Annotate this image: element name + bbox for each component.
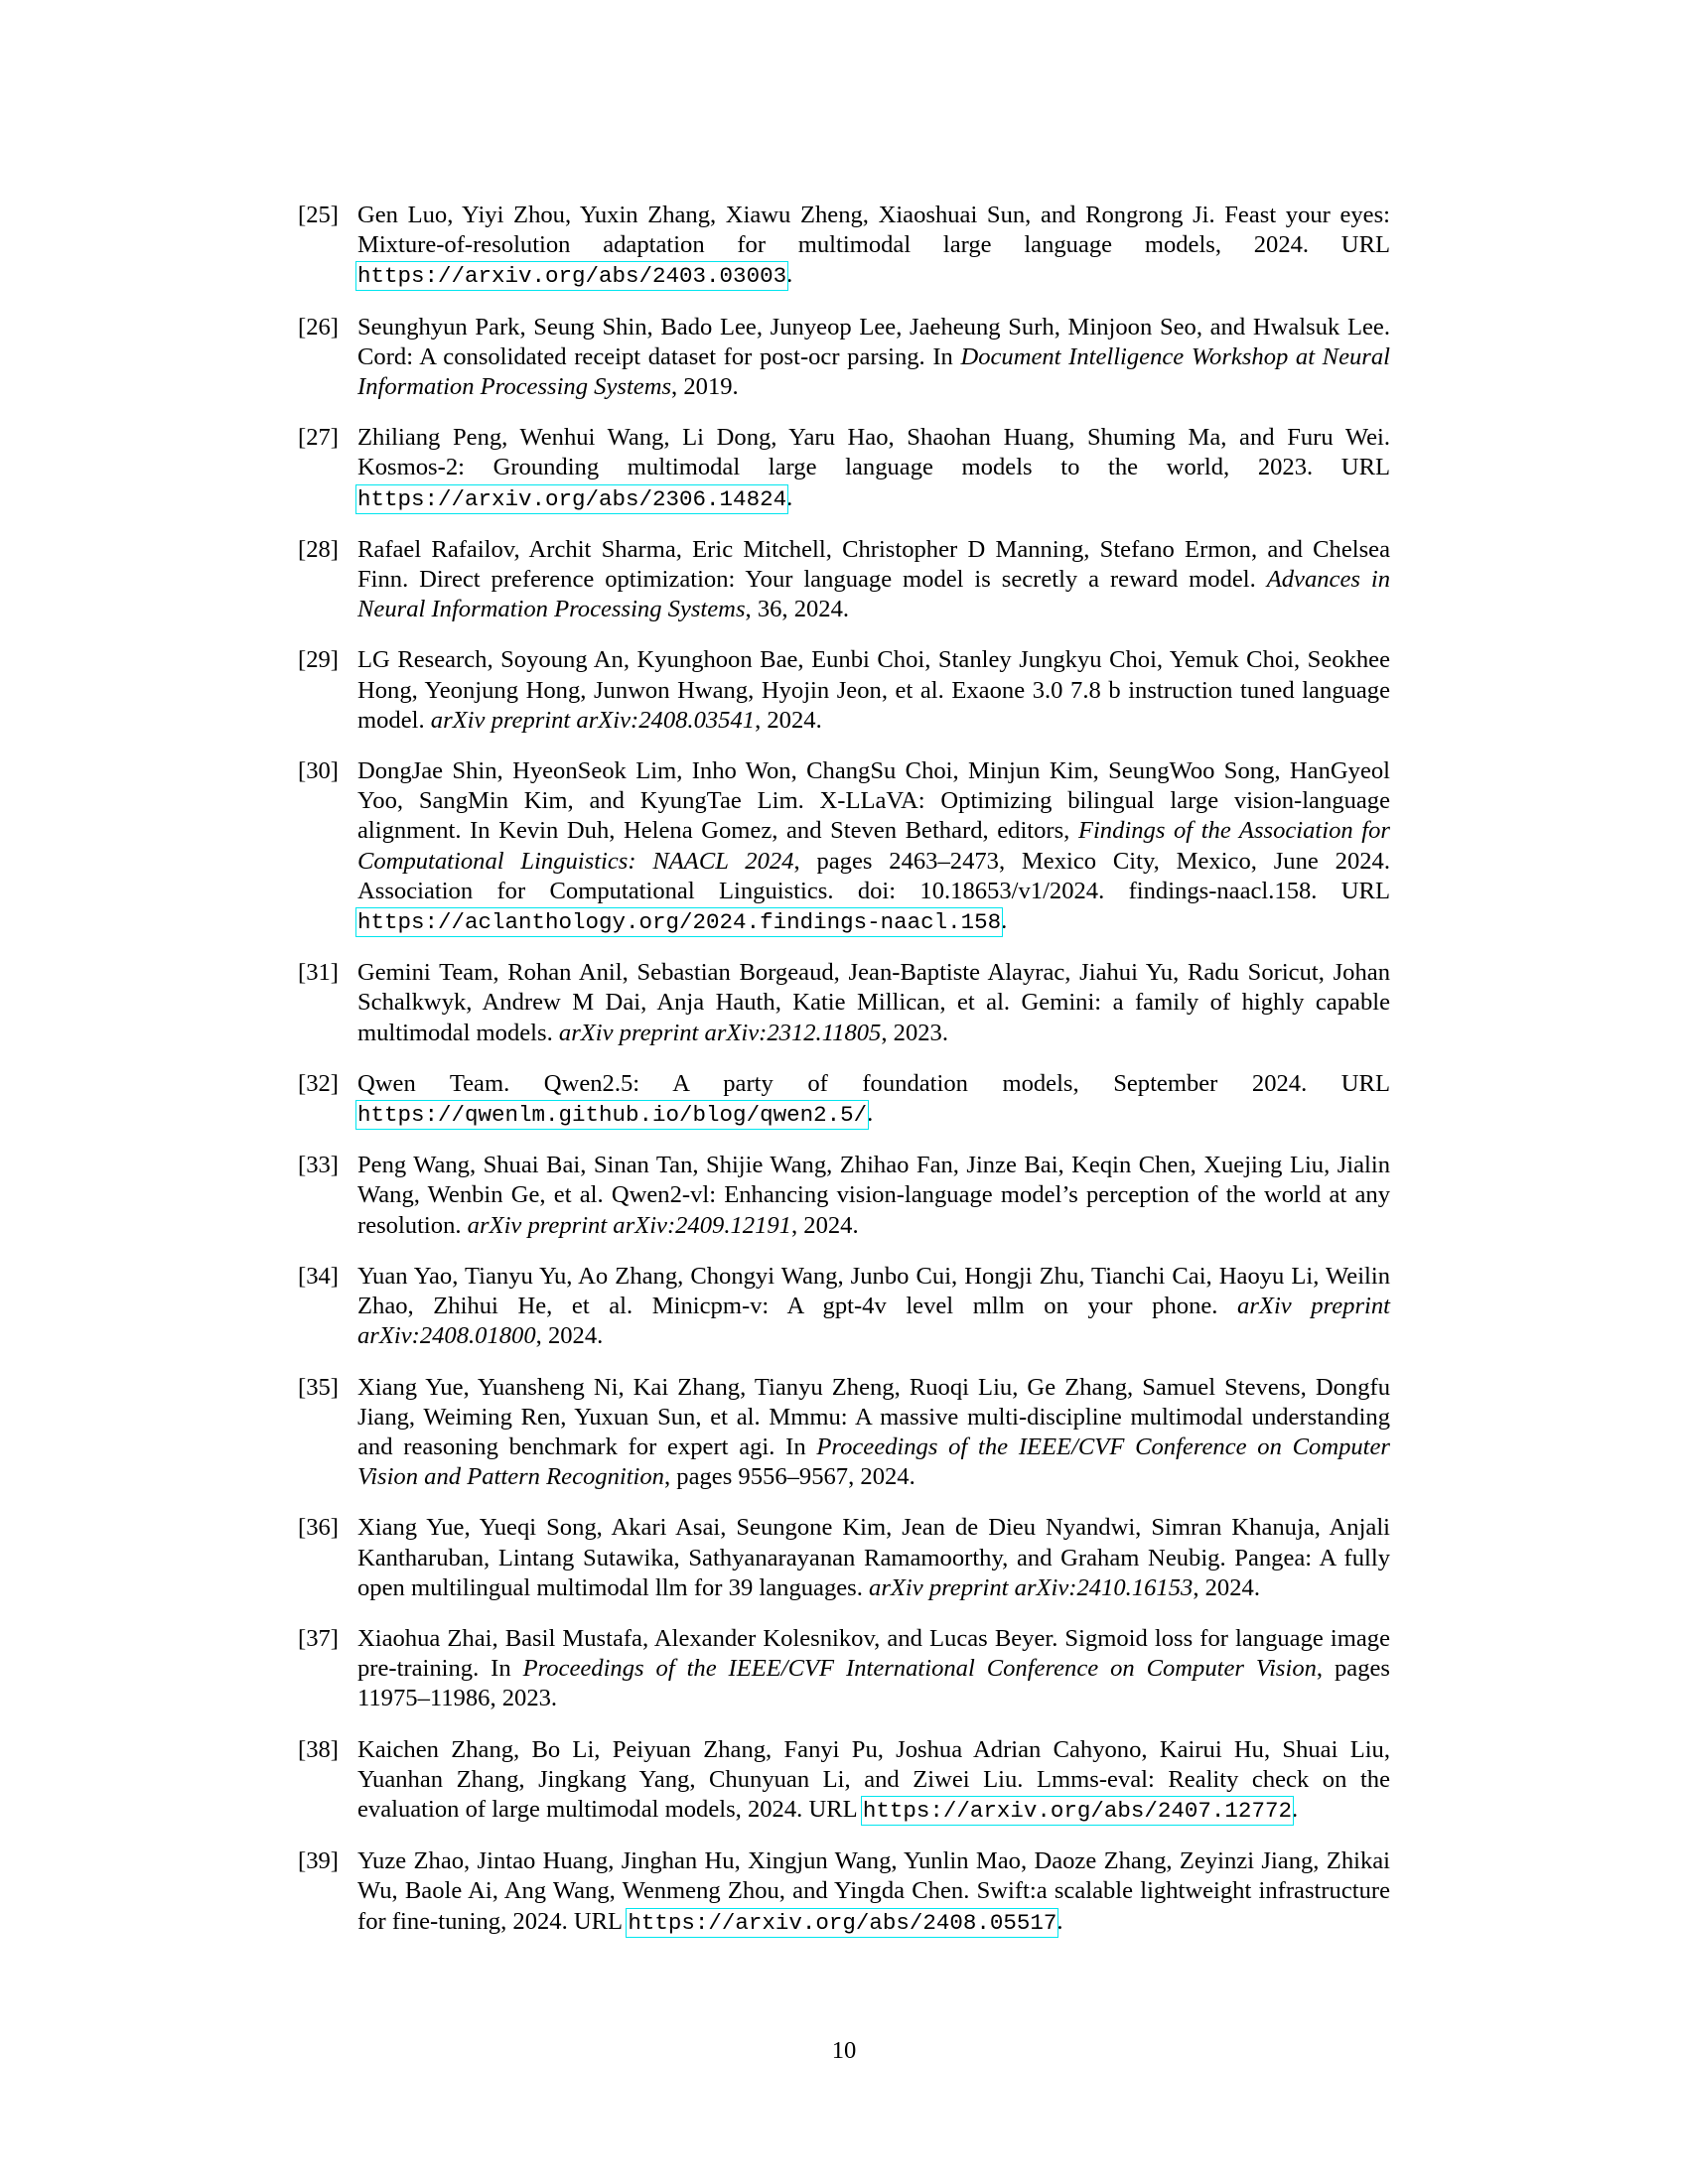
reference-entry — [298, 645, 1390, 736]
reference-venue: Proceedings of the IEEE/CVF Conference on Computer Vision and Pattern Recognition — [357, 1433, 1390, 1491]
reference-text: , pages 11975–11986, 2023. — [357, 1655, 1390, 1712]
reference-venue: Document Intelligence Workshop at Neural Information Processing Systems — [357, 342, 1390, 401]
reference-text: . — [1056, 1907, 1063, 1935]
reference-entry — [298, 1262, 1390, 1352]
reference-entry — [298, 201, 1390, 292]
reference-number: [33] — [298, 1152, 339, 1179]
reference-entry — [298, 313, 1390, 403]
reference-text: . — [1291, 1795, 1299, 1823]
reference-text: LG Research, Soyoung An, Kyunghoon Bae, Eunbi Choi, Stanley Jungkyu Choi, Yemuk Choi, Seokhee Hong, Yeonjung Hong, Junwon Hwang, Hyojin Jeon, et al. Exaone 3.0 7.8 b instruction tuned language model. — [357, 646, 1390, 734]
reference-text: . — [786, 261, 793, 289]
reference-number: [37] — [298, 1624, 339, 1652]
reference-venue: Findings of the Association for Computational Linguistics: NAACL 2024 — [357, 817, 1390, 875]
reference-text: DongJae Shin, HyeonSeok Lim, Inho Won, ChangSu Choi, Minjun Kim, SeungWoo Song, HanGyeol Yoo, SangMin Kim, and KyungTae Lim. X-LLaVA: Optimizing bilingual large vision-language alignment. In Kevin Duh, Helena Gomez, and Steven Bethard, editors, — [357, 757, 1390, 845]
reference-text: , 2019. — [671, 373, 739, 401]
reference-number: [25] — [298, 202, 339, 228]
reference-venue: Advances in Neural Information Processing Systems — [357, 566, 1390, 623]
reference-url-link[interactable]: https://arxiv.org/abs/2403.03003 — [357, 263, 787, 290]
reference-text: , pages 2463–2473, Mexico City, Mexico, June 2024. Association for Computational Linguistics. doi: 10.18653/v1/2024. findings-naacl.158. URL — [357, 847, 1390, 904]
reference-venue: arXiv preprint arXiv:2408.03541 — [430, 706, 756, 734]
reference-text: . — [1001, 907, 1008, 935]
reference-text: Xiang Yue, Yuansheng Ni, Kai Zhang, Tianyu Zheng, Ruoqi Liu, Ge Zhang, Samuel Stevens, Dongfu Jiang, Weiming Ren, Yuxuan Sun, et al. Mmmu: A massive multi-discipline multimodal understanding and reasoning benchmark for expert agi. In — [357, 1373, 1390, 1460]
reference-text: Qwen Team. Qwen2.5: A party of foundation models, September 2024. URL — [357, 1069, 1390, 1097]
reference-text: , 36, 2024. — [745, 596, 850, 623]
reference-text: Zhiliang Peng, Wenhui Wang, Li Dong, Yaru Hao, Shaohan Huang, Shuming Ma, and Furu Wei. Kosmos-2: Grounding multimodal large language models to the world, 2023. URL — [357, 424, 1390, 481]
reference-entry — [298, 1513, 1390, 1603]
reference-number: [27] — [298, 424, 339, 452]
reference-entry — [298, 423, 1390, 514]
reference-venue: arXiv preprint arXiv:2410.16153 — [869, 1573, 1194, 1601]
reference-number: [26] — [298, 313, 339, 341]
reference-list — [298, 201, 1390, 1959]
reference-text: Yuan Yao, Tianyu Yu, Ao Zhang, Chongyi Wang, Junbo Cui, Hongji Zhu, Tianchi Cai, Haoyu Li, Weilin Zhao, Zhihui He, et al. Minicpm-v: A gpt-4v level mllm on your phone. — [357, 1262, 1390, 1320]
reference-venue: arXiv preprint arXiv:2409.12191 — [467, 1211, 791, 1239]
reference-number: [34] — [298, 1262, 339, 1290]
reference-venue: arXiv preprint arXiv:2408.01800 — [357, 1293, 1390, 1350]
reference-entry — [298, 1624, 1390, 1714]
reference-text: Kaichen Zhang, Bo Li, Peiyuan Zhang, Fanyi Pu, Joshua Adrian Cahyono, Kairui Hu, Shuai Liu, Yuanhan Zhang, Jingkang Yang, Chunyuan Li, and Ziwei Liu. Lmms-eval: Reality check on the evaluation of large multimodal models, 2024. URL — [357, 1735, 1390, 1823]
reference-url-link[interactable]: https://arxiv.org/abs/2407.12772 — [862, 1797, 1292, 1824]
reference-text: , 2024. — [790, 1211, 859, 1239]
reference-url-link[interactable]: https://aclanthology.org/2024.findings-naacl.158 — [357, 909, 1002, 936]
reference-number: [39] — [298, 1847, 339, 1875]
reference-text: Xiaohua Zhai, Basil Mustafa, Alexander Kolesnikov, and Lucas Beyer. Sigmoid loss for language image pre-training. In — [357, 1624, 1390, 1683]
reference-number: [32] — [298, 1069, 339, 1097]
reference-entry — [298, 1373, 1390, 1493]
reference-entry — [298, 1151, 1390, 1241]
reference-entry — [298, 1846, 1390, 1938]
reference-entry — [298, 958, 1390, 1048]
reference-text: , 2023. — [881, 1019, 948, 1046]
reference-text: Gen Luo, Yiyi Zhou, Yuxin Zhang, Xiawu Zheng, Xiaoshuai Sun, and Rongrong Ji. Feast your eyes: Mixture-of-resolution adaptation for multimodal large language models, 2024. URL — [357, 202, 1390, 259]
reference-entry — [298, 1069, 1390, 1130]
reference-text: . — [786, 483, 793, 511]
reference-number: [38] — [298, 1735, 339, 1763]
reference-text: Gemini Team, Rohan Anil, Sebastian Borgeaud, Jean-Baptiste Alayrac, Jiahui Yu, Radu Soricut, Johan Schalkwyk, Andrew M Dai, Anja Hauth, Katie Millican, et al. Gemini: a family of highly capable multimodal models. — [357, 959, 1390, 1046]
reference-text: Xiang Yue, Yueqi Song, Akari Asai, Seungone Kim, Jean de Dieu Nyandwi, Simran Khanuja, Anjali Kantharuban, Lintang Sutawika, Sathyanarayanan Ramamoorthy, and Graham Neubig. Pangea: A fully open multilingual multimodal llm for 39 languages. — [357, 1514, 1390, 1601]
reference-venue: Proceedings of the IEEE/CVF International Conference on Computer Vision — [522, 1655, 1317, 1683]
reference-text: Yuze Zhao, Jintao Huang, Jinghan Hu, Xingjun Wang, Yunlin Mao, Daoze Zhang, Zeyinzi Jiang, Zhikai Wu, Baole Ai, Ang Wang, Wenmeng Zhou, and Yingda Chen. Swift:a scalable lightweight infrastructure for fine-tuning, 2024. URL — [357, 1847, 1390, 1935]
reference-text: Rafael Rafailov, Archit Sharma, Eric Mitchell, Christopher D Manning, Stefano Ermon, and Chelsea Finn. Direct preference optimization: Your language model is secretly a reward model. — [357, 535, 1390, 594]
reference-url-link[interactable]: https://arxiv.org/abs/2408.05517 — [628, 1909, 1057, 1936]
reference-venue: arXiv preprint arXiv:2312.11805 — [558, 1019, 882, 1046]
reference-number: [35] — [298, 1373, 339, 1401]
reference-text: , 2024. — [755, 706, 822, 734]
reference-url-link[interactable]: https://arxiv.org/abs/2306.14824 — [357, 485, 787, 512]
reference-text: , pages 9556–9567, 2024. — [663, 1463, 915, 1491]
reference-text: Seunghyun Park, Seung Shin, Bado Lee, Junyeop Lee, Jaeheung Surh, Minjoon Seo, and Hwalsuk Lee. Cord: A consolidated receipt dataset for post-ocr parsing. In — [357, 313, 1390, 370]
reference-entry — [298, 1735, 1390, 1827]
reference-number: [31] — [298, 959, 339, 987]
reference-text: . — [867, 1100, 874, 1128]
reference-number: [36] — [298, 1514, 339, 1542]
reference-number: [28] — [298, 535, 339, 563]
reference-text: , 2024. — [1193, 1573, 1260, 1601]
reference-number: [29] — [298, 646, 339, 674]
reference-entry — [298, 756, 1390, 937]
reference-entry — [298, 535, 1390, 625]
reference-text: , 2024. — [535, 1322, 604, 1350]
reference-text: Peng Wang, Shuai Bai, Sinan Tan, Shijie Wang, Zhihao Fan, Jinze Bai, Keqin Chen, Xuejing Liu, Jialin Wang, Wenbin Ge, et al. Qwen2-vl: Enhancing vision-language model’s perception of the world at any resolution. — [357, 1152, 1390, 1239]
reference-url-link[interactable]: https://qwenlm.github.io/blog/qwen2.5/ — [357, 1102, 868, 1129]
page-number: 10 — [831, 2037, 857, 2064]
reference-number: [30] — [298, 757, 339, 785]
